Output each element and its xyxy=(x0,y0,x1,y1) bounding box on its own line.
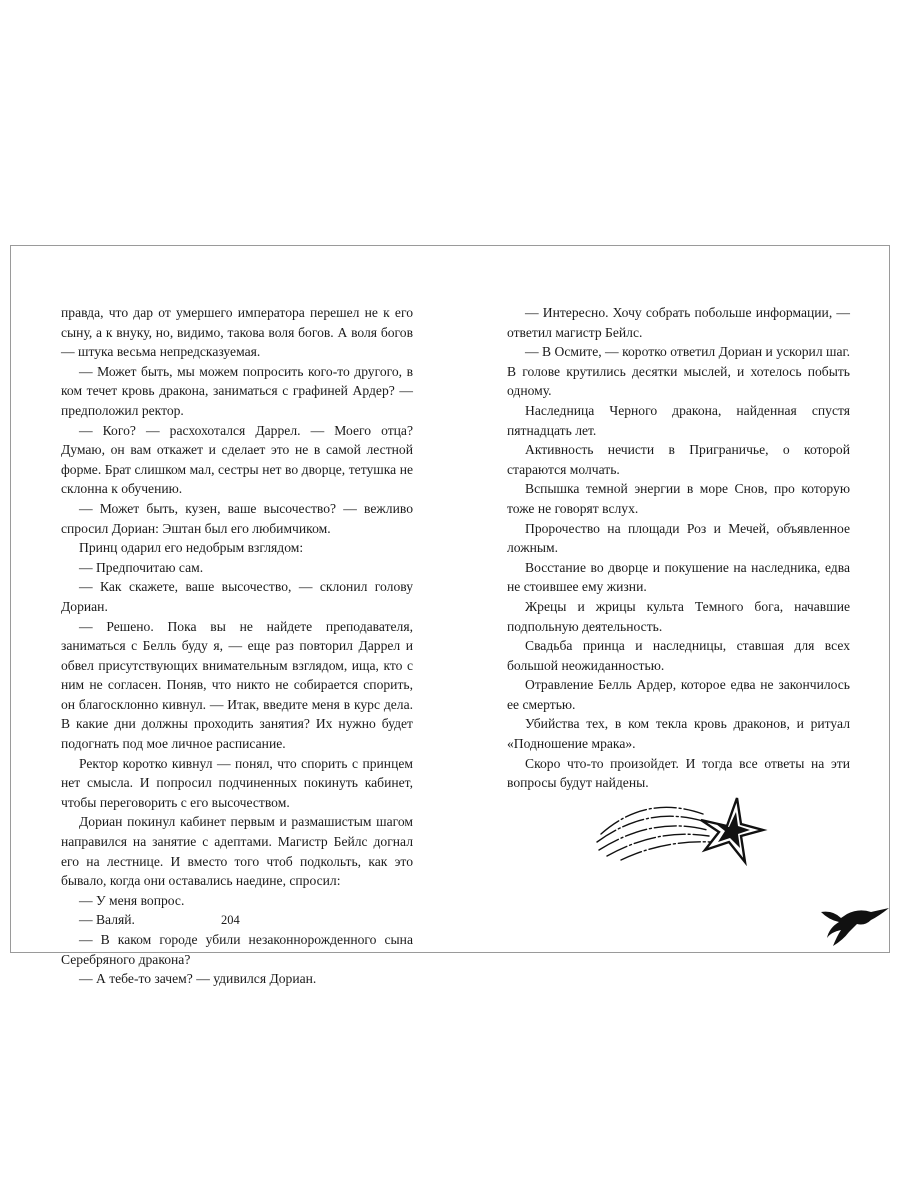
paragraph: Пророчество на площади Роз и Мечей, объявленное ложным. xyxy=(507,520,850,556)
paragraph: Восстание во дворце и покушение на наследника, едва не стоившее ему жизни. xyxy=(507,559,850,595)
paragraph: — В Осмите, — коротко ответил Дориан и ускорил шаг. В голове крутились десятки мыслей, и хотелось побыть одному. xyxy=(507,344,850,399)
paragraph: Скоро что-то произойдет. И тогда все ответы на эти вопросы будут найдены. xyxy=(507,755,850,791)
paragraph: Вспышка темной энергии в море Снов, про которую тоже не говорят вслух. xyxy=(507,481,850,516)
paragraph: — Предпочитаю сам. xyxy=(79,559,204,575)
paragraph: — Валяй. xyxy=(79,912,135,928)
paragraph: Активность нечисти в Приграничье, о которой стараются молчать. xyxy=(507,442,850,477)
paragraph: Принц одарил его недобрым взглядом: xyxy=(79,540,304,556)
right-page-text xyxy=(507,303,850,793)
paragraph: Жрецы и жрицы культа Темного бога, начавшие подпольную деятельность. xyxy=(507,598,850,634)
paragraph: — А тебе-то зачем? — удивился Дориан. xyxy=(79,971,317,987)
shooting-star-icon xyxy=(591,786,771,866)
paragraph: Убийства тех, в ком текла кровь драконов, и ритуал «Подношение мрака». xyxy=(507,716,850,752)
paragraph: — В каком городе убили незаконнорожденного сына Серебряного дракона? xyxy=(61,932,413,967)
paragraph: Дориан покинул кабинет первым и размашистым шагом направился на занятие с адептами. Магистр Бейлс догнал его на лестнице. И вместо того чтоб подкольть, как это бывало, когда они оставались наедине, спросил: xyxy=(61,814,413,889)
book-spread xyxy=(10,245,890,987)
dragon-silhouette-icon xyxy=(819,906,891,948)
paragraph: — Интересно. Хочу собрать побольше информации, — ответил магистр Бейлс. xyxy=(507,305,850,340)
paragraph: — Как скажете, ваше высочество, — склонил голову Дориан. xyxy=(61,579,413,614)
paragraph: Отравление Белль Ардер, которое едва не закончилось ее смертью. xyxy=(507,677,850,712)
paragraph: — Может быть, мы можем попросить кого-то другого, в ком течет кровь дракона, заниматься с графиней Ардер? — предположил ректор. xyxy=(61,363,413,418)
paragraph: Свадьба принца и наследницы, ставшая для всех большой неожиданностью. xyxy=(507,638,850,673)
paragraph: Наследница Черного дракона, найденная спустя пятнадцать лет. xyxy=(507,402,850,438)
paragraph: правда, что дар от умершего императора перешел не к его сыну, а к внуку, но, видимо, такова воля богов. А воля богов — штука весьма непредсказуемая. xyxy=(61,305,413,360)
left-page-text xyxy=(61,303,413,989)
paragraph: — Решено. Пока вы не найдете преподавателя, заниматься с Белль буду я, — еще раз повторил Даррел и обвел присутствующих внимательным взглядом, ища, кто с ним не согласен. Поняв, что никто не собирается спорить, он благосклонно кивнул. — Итак, введите меня в курс дела. В какие дни должны проходить занятия? Их нужно будет подогнать под мое личное расписание. xyxy=(61,618,413,752)
paragraph: — У меня вопрос. xyxy=(79,892,185,908)
page-number: 204 xyxy=(221,913,240,927)
paragraph: Ректор коротко кивнул — понял, что спорить с принцем нет смысла. И попросил подчиненных покинуть кабинет, чтобы переговорить с его высочеством. xyxy=(61,755,413,810)
paragraph: — Может быть, кузен, ваше высочество? — вежливо спросил Дориан: Эштан был его любимчиком. xyxy=(61,500,413,536)
paragraph: — Кого? — расхохотался Даррел. — Моего отца? Думаю, он вам откажет и сделает это не в самой лестной форме. Брат слишком мал, сестры нет во дворце, тетушка не склонна к обучению. xyxy=(61,422,413,497)
